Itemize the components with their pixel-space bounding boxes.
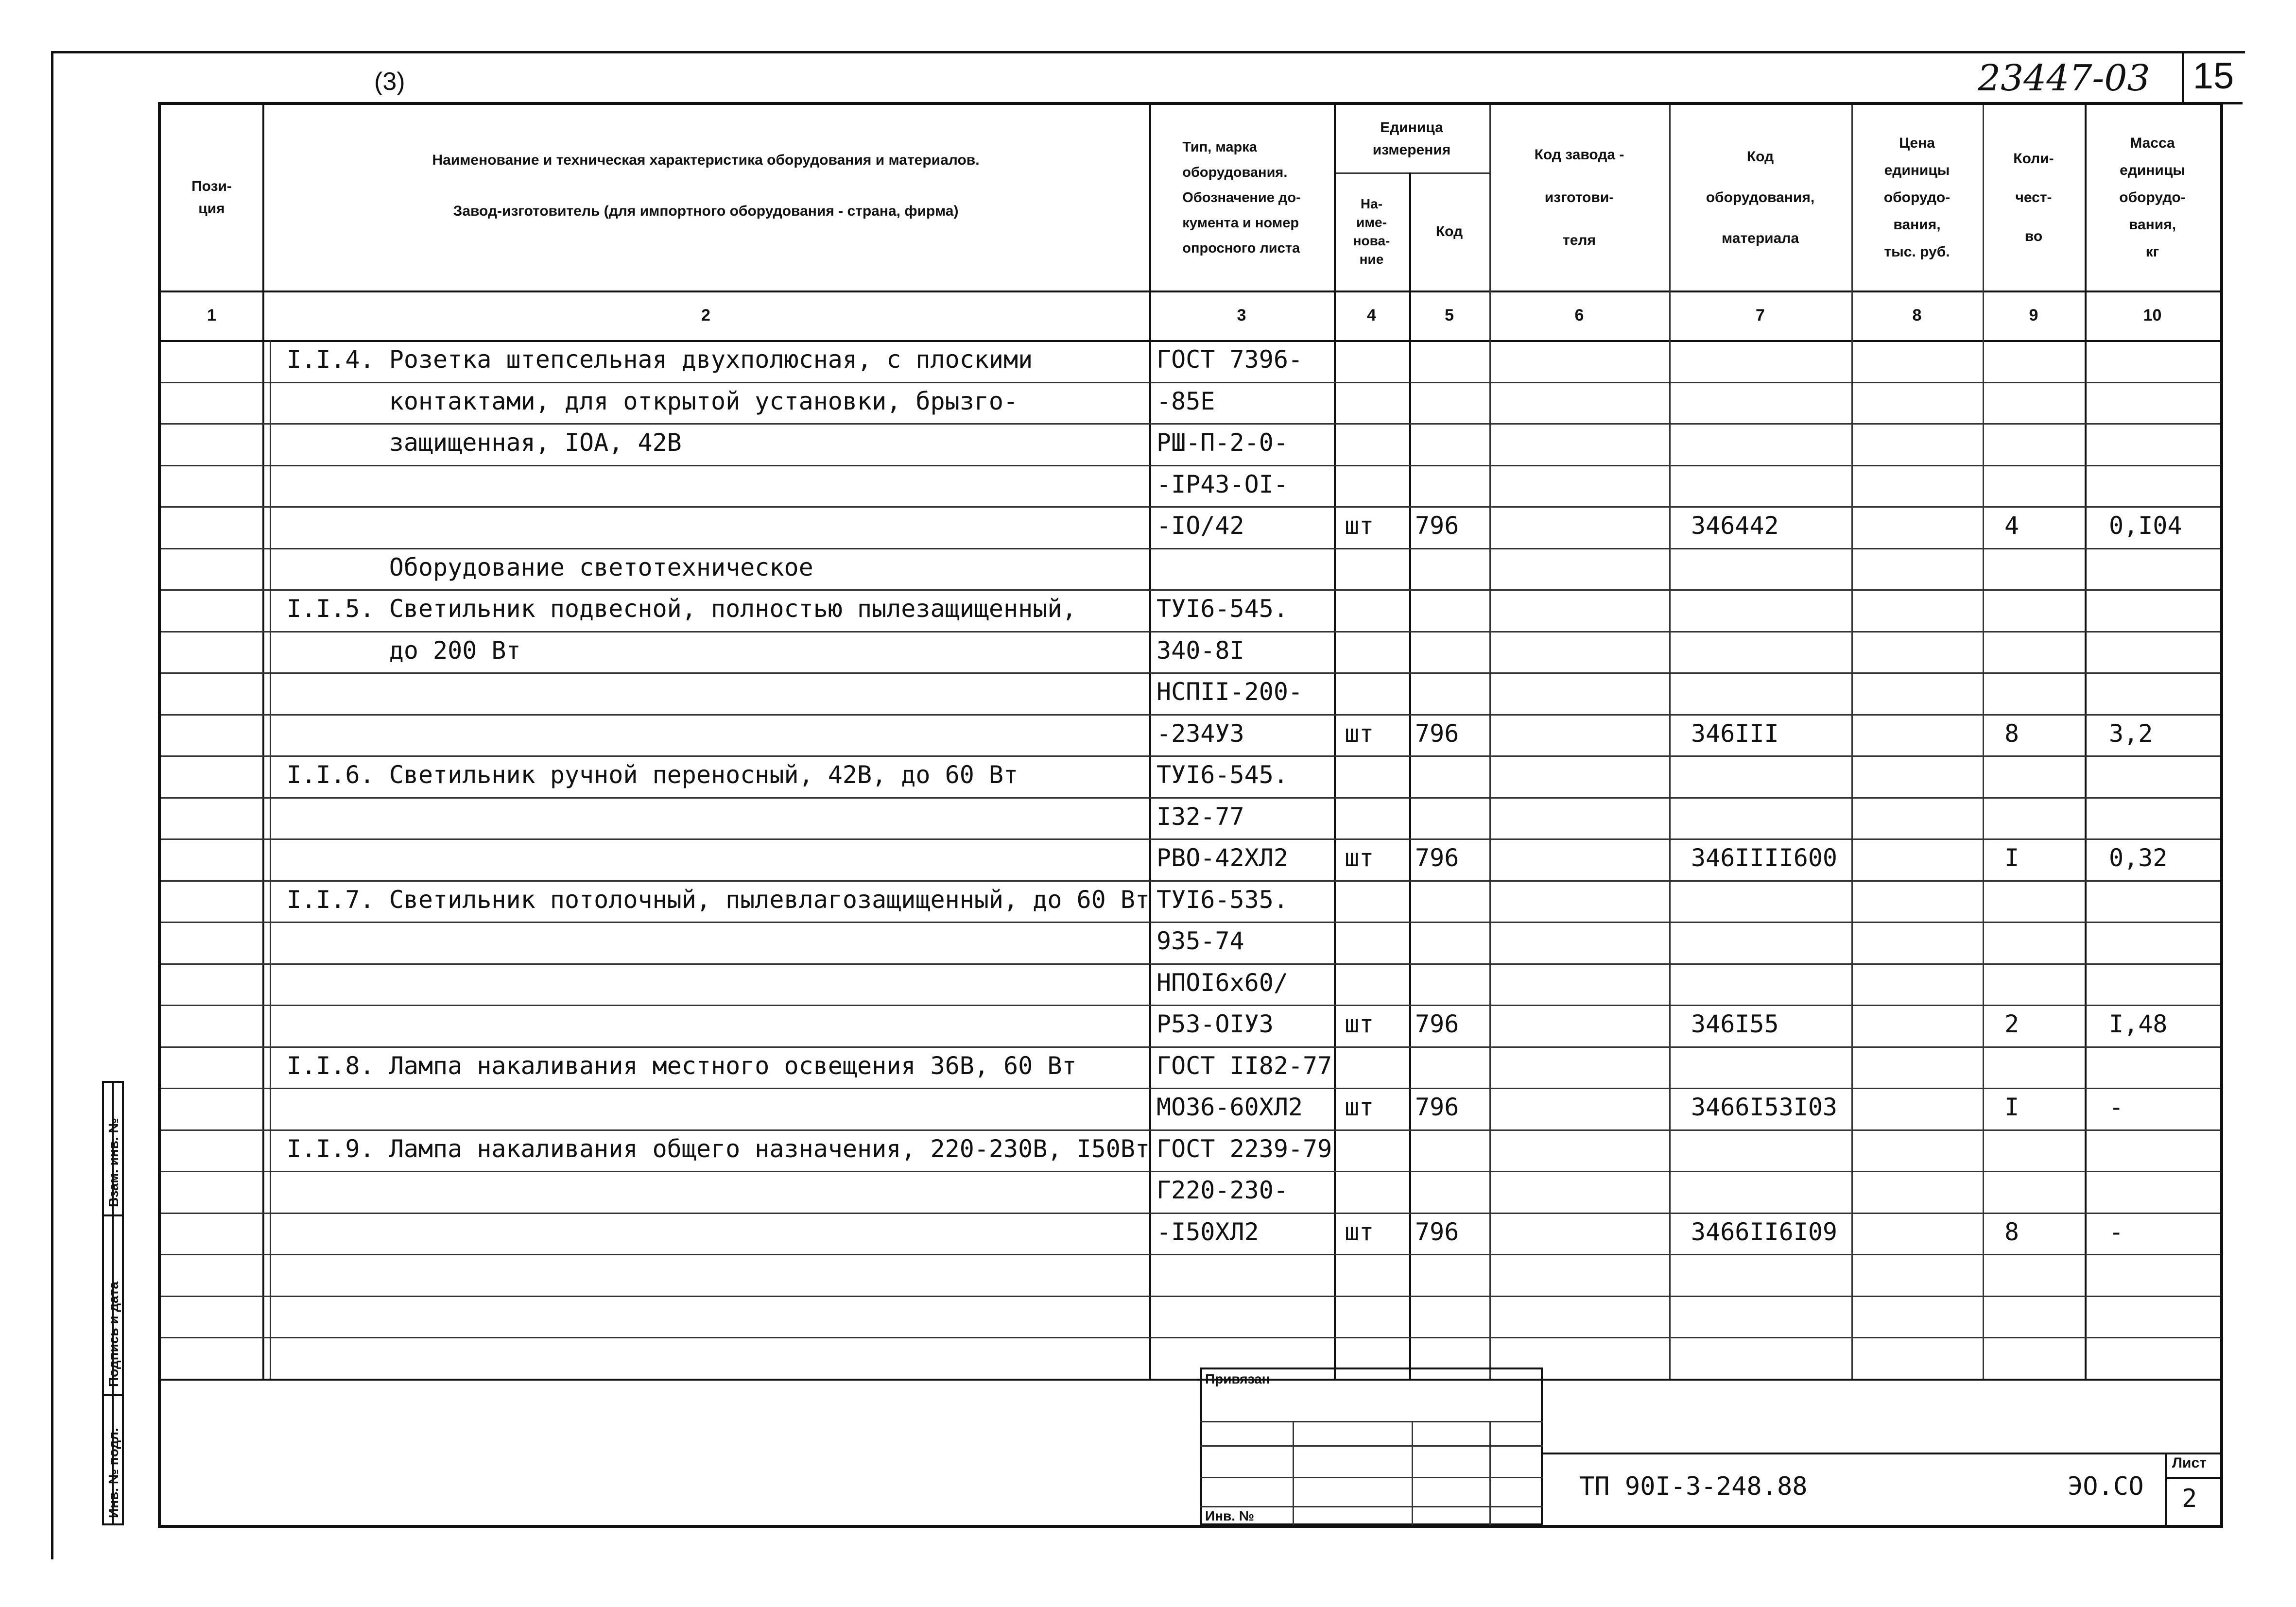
header-c45: Единица измерения xyxy=(1372,119,1451,158)
header-c8: Цена единицы оборудо- вания, тыс. руб. xyxy=(1883,135,1951,260)
row-name: I.I.7. Светильник потолочный, пылевлагозащищенный, до 60 Вт xyxy=(287,886,1150,914)
row-type: Г220-230- xyxy=(1157,1176,1288,1204)
grid-hline xyxy=(161,382,2220,383)
grid-hline xyxy=(161,922,2220,923)
stamp-line xyxy=(1200,1506,1543,1507)
grid-hline xyxy=(161,423,2220,425)
header-c4: На- име- нова- ние xyxy=(1353,196,1390,267)
grid-vline xyxy=(1409,172,1411,1379)
grid-hline xyxy=(161,1213,2220,1214)
header-c2b: Завод-изготовитель (для импортного оборудования - страна, фирма) xyxy=(453,203,959,219)
column-number: 5 xyxy=(1445,306,1454,325)
grid-vline xyxy=(270,340,271,1379)
row-type: 935-74 xyxy=(1157,927,1244,955)
row-type: Р53-OIУ3 xyxy=(1157,1010,1274,1038)
row-unit-code: 796 xyxy=(1415,1010,1459,1038)
grid-hline xyxy=(161,963,2220,965)
grid-vline xyxy=(1489,105,1491,1379)
stamp-line xyxy=(1412,1421,1413,1525)
grid-hline xyxy=(161,755,2220,757)
grid-hline xyxy=(161,1088,2220,1089)
row-quantity: 8 xyxy=(2004,1218,2020,1246)
row-unit-code: 796 xyxy=(1415,844,1459,872)
column-number: 3 xyxy=(1237,306,1246,325)
grid-hline xyxy=(161,291,2220,292)
row-unit-name: шт xyxy=(1345,1010,1374,1038)
header-c10: Масса единицы оборудо- вания, кг xyxy=(2119,135,2186,260)
stamp-line xyxy=(1200,1445,1543,1447)
row-mass: I,48 xyxy=(2109,1010,2168,1038)
grid-hline xyxy=(161,838,2220,840)
grid-hline xyxy=(161,465,2220,466)
row-unit-name: шт xyxy=(1345,512,1374,540)
side-label: Взам. инв. № xyxy=(106,1118,121,1207)
grid-vline xyxy=(1669,105,1671,1379)
row-mass: 0,I04 xyxy=(2109,512,2182,540)
grid-vline xyxy=(1149,105,1151,1379)
grid-vline xyxy=(2085,105,2087,1379)
grid-hline xyxy=(161,1129,2220,1131)
list-number: 2 xyxy=(2182,1484,2197,1513)
column-number: 7 xyxy=(1756,306,1765,325)
doc-line xyxy=(1543,1453,2220,1454)
side-label: Инв. № подл. xyxy=(106,1428,121,1518)
row-unit-name: шт xyxy=(1345,1218,1374,1246)
header-c1: Пози- ция xyxy=(191,178,232,217)
row-name: I.I.9. Лампа накаливания общего назначения, 220-230В, I50Вт xyxy=(287,1135,1150,1163)
row-type: -I50ХЛ2 xyxy=(1157,1218,1259,1246)
grid-hline xyxy=(161,672,2220,674)
row-unit-code: 796 xyxy=(1415,512,1459,540)
header-c2a: Наименование и техническая характеристика оборудования и материалов. xyxy=(432,152,980,168)
column-number: 2 xyxy=(701,306,710,325)
row-mass: - xyxy=(2109,1093,2124,1121)
sheet-number-top: 15 xyxy=(2182,51,2243,104)
row-type: РВО-42ХЛ2 xyxy=(1157,844,1288,872)
top-label: (3) xyxy=(374,68,405,96)
row-type: -IP43-OI- xyxy=(1157,470,1288,498)
row-type: -IO/42 xyxy=(1157,512,1244,540)
grid-vline xyxy=(1851,105,1853,1379)
document-number: 23447-03 xyxy=(1978,57,2150,99)
row-type: ТУI6-535. xyxy=(1157,886,1288,914)
grid-hline xyxy=(1334,172,1489,174)
grid-vline xyxy=(1983,105,1984,1379)
stamp-line xyxy=(1489,1421,1491,1525)
header-c3: Тип, марка оборудования. Обозначение до- кумента и номер опросного листа xyxy=(1182,139,1301,256)
grid-hline xyxy=(161,506,2220,508)
row-unit-name: шт xyxy=(1345,719,1374,748)
row-unit-code: 796 xyxy=(1415,1093,1459,1121)
grid-hline xyxy=(161,714,2220,716)
grid-vline xyxy=(1334,105,1336,1379)
row-unit-name: шт xyxy=(1345,844,1374,872)
row-type: НПОI6х60/ xyxy=(1157,969,1288,997)
row-mass: - xyxy=(2109,1218,2124,1246)
stamp-privyazan: Привязан xyxy=(1205,1371,1270,1386)
grid-hline xyxy=(161,631,2220,633)
row-name: до 200 Вт xyxy=(287,636,521,665)
stamp-line xyxy=(1200,1421,1543,1422)
row-type: ТУI6-545. xyxy=(1157,761,1288,789)
row-name: I.I.5. Светильник подвесной, полностью пылезащищенный, xyxy=(287,595,1077,623)
row-equipment-code: 346442 xyxy=(1691,512,1779,540)
row-name: I.I.8. Лампа накаливания местного освещения 36В, 60 Вт xyxy=(287,1052,1077,1080)
column-number: 1 xyxy=(207,306,216,325)
row-type: -85Е xyxy=(1157,387,1215,415)
row-mass: 3,2 xyxy=(2109,719,2153,748)
row-name: I.I.4. Розетка штепсельная двухполюсная, с плоскими xyxy=(287,345,1033,374)
grid-hline xyxy=(161,1005,2220,1006)
header-c7: Код оборудования, материала xyxy=(1706,149,1815,246)
row-type: 340-8I xyxy=(1157,636,1244,665)
column-number: 6 xyxy=(1574,306,1584,325)
header-c6: Код завода - изготови- теля xyxy=(1534,147,1624,248)
row-mass: 0,32 xyxy=(2109,844,2168,872)
row-type: I32-77 xyxy=(1157,803,1244,831)
column-number: 10 xyxy=(2143,306,2162,325)
document-suffix: ЭО.СО xyxy=(2068,1472,2144,1501)
stamp-inv-no: Инв. № xyxy=(1205,1508,1255,1523)
grid-hline xyxy=(161,589,2220,591)
row-equipment-code: 3466II6I09 xyxy=(1691,1218,1838,1246)
row-type: ТУI6-545. xyxy=(1157,595,1288,623)
grid-hline xyxy=(161,1171,2220,1172)
side-label: Подпись и дата xyxy=(106,1282,121,1387)
row-quantity: I xyxy=(2004,844,2020,872)
row-type: ГОСТ 2239-79 xyxy=(1157,1135,1332,1163)
row-unit-code: 796 xyxy=(1415,719,1459,748)
column-number: 9 xyxy=(2029,306,2038,325)
list-line xyxy=(2165,1477,2220,1479)
grid-hline xyxy=(161,548,2220,549)
grid-hline xyxy=(161,797,2220,799)
row-quantity: 8 xyxy=(2004,719,2020,748)
row-type: НСПII-200- xyxy=(1157,678,1303,706)
column-number: 8 xyxy=(1912,306,1922,325)
row-name: защищенная, IOA, 42В xyxy=(287,428,682,457)
row-name: контактами, для открытой установки, брызго- xyxy=(287,387,1019,415)
grid-hline xyxy=(161,340,2220,342)
row-equipment-code: 3466I53I03 xyxy=(1691,1093,1838,1121)
row-type: -234У3 xyxy=(1157,719,1244,748)
row-equipment-code: 346IIII600 xyxy=(1691,844,1838,872)
stamp-line xyxy=(1200,1477,1543,1478)
row-type: РШ-П-2-0- xyxy=(1157,428,1288,457)
column-number: 4 xyxy=(1367,306,1376,325)
grid-hline xyxy=(161,1379,2220,1381)
row-type: ГОСТ 7396- xyxy=(1157,345,1303,374)
grid-hline xyxy=(161,1046,2220,1048)
row-name: Оборудование светотехническое xyxy=(287,553,813,581)
row-name: I.I.6. Светильник ручной переносный, 42В, до 60 Вт xyxy=(287,761,1019,789)
row-quantity: 4 xyxy=(2004,512,2020,540)
row-quantity: 2 xyxy=(2004,1010,2020,1038)
row-quantity: I xyxy=(2004,1093,2020,1121)
header-c5: Код xyxy=(1435,223,1463,239)
row-equipment-code: 346I55 xyxy=(1691,1010,1779,1038)
row-unit-code: 796 xyxy=(1415,1218,1459,1246)
grid-hline xyxy=(161,1337,2220,1338)
header-c9: Коли- чест- во xyxy=(2013,151,2054,244)
row-type: МО36-60ХЛ2 xyxy=(1157,1093,1303,1121)
stamp-line xyxy=(1293,1421,1294,1525)
row-type: ГОСТ II82-77 xyxy=(1157,1052,1332,1080)
grid-hline xyxy=(161,880,2220,882)
grid-hline xyxy=(161,1254,2220,1255)
document-code: ТП 90I-3-248.88 xyxy=(1579,1472,1808,1501)
row-equipment-code: 346III xyxy=(1691,719,1779,748)
list-label: Лист xyxy=(2172,1455,2207,1471)
row-unit-name: шт xyxy=(1345,1093,1374,1121)
grid-hline xyxy=(161,1296,2220,1297)
grid-vline xyxy=(262,105,264,1379)
